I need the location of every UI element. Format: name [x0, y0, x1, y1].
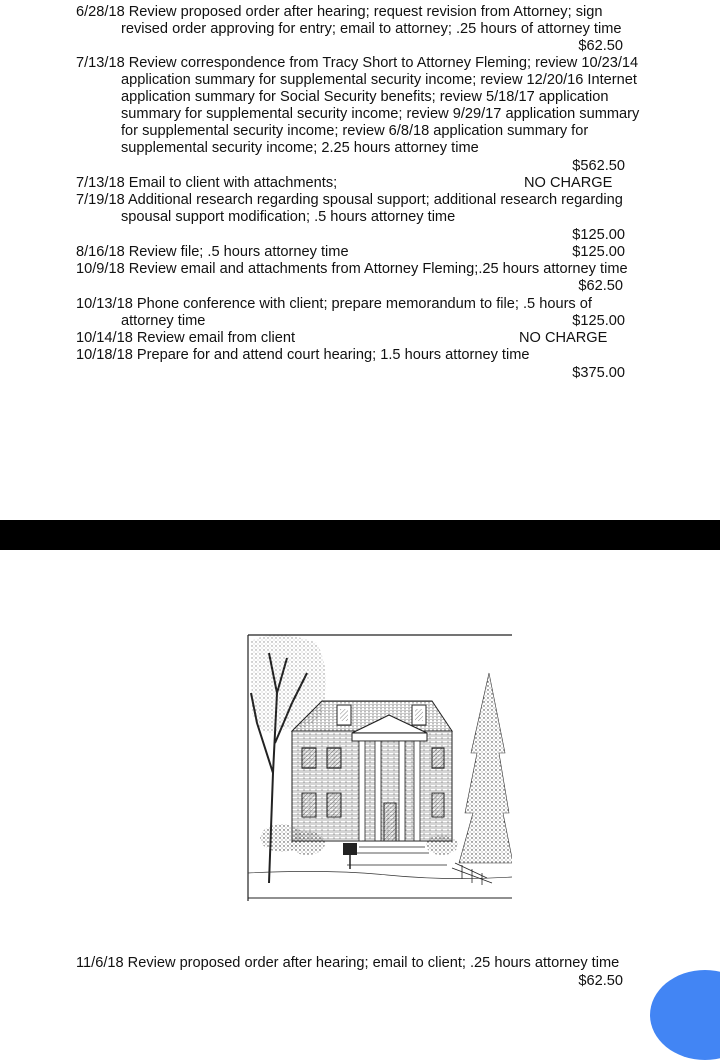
entry-line: revised order approving for entry; email to attorney; .25 hours of attorney time	[121, 21, 622, 37]
document-page-top	[0, 0, 720, 520]
entry-line: application summary for supplemental security income; review 12/20/16 Internet	[121, 72, 637, 88]
entry-line: 10/9/18 Review email and attachments from Attorney Fleming;.25 hours attorney time	[76, 261, 628, 277]
entry-line: 11/6/18 Review proposed order after hearing; email to client; .25 hours attorney time	[76, 955, 620, 971]
entry-line: application summary for Social Security benefits; review 5/18/17 application	[121, 89, 609, 105]
billing-entry	[76, 4, 666, 38]
entry-amount: $125.00	[572, 313, 625, 329]
entry-amount: $62.50	[578, 973, 623, 989]
entry-line: summary for supplemental security income; review 9/29/17 application summary	[121, 106, 640, 122]
page-divider	[0, 520, 720, 550]
entry-amount: NO CHARGE	[519, 330, 608, 346]
entry-line: supplemental security income; 2.25 hours attorney time	[121, 140, 479, 156]
building-sketch-illustration	[247, 633, 512, 903]
entry-amount: $125.00	[572, 244, 625, 260]
entry-line: 10/14/18 Review email from client	[76, 330, 296, 346]
billing-entry	[76, 55, 666, 157]
entry-line: 8/16/18 Review file; .5 hours attorney time	[76, 244, 349, 260]
entry-amount: $562.50	[572, 158, 625, 174]
entry-amount: $62.50	[578, 278, 623, 294]
entry-line: 6/28/18 Review proposed order after hearing; request revision from Attorney; sign	[76, 4, 603, 20]
entry-line: 10/13/18 Phone conference with client; prepare memorandum to file; .5 hours of	[76, 296, 592, 312]
entry-amount: $62.50	[578, 38, 623, 54]
billing-entry	[76, 192, 666, 226]
billing-entry	[76, 261, 666, 278]
entry-line: attorney time	[121, 313, 206, 329]
entry-amount: NO CHARGE	[524, 175, 613, 191]
entry-amount: $125.00	[572, 227, 625, 243]
entry-line: 7/19/18 Additional research regarding spousal support; additional research regarding	[76, 192, 623, 208]
entry-line: for supplemental security income; review 6/8/18 application summary for	[121, 123, 589, 139]
entry-line: 7/13/18 Email to client with attachments;	[76, 175, 338, 191]
entry-amount: $375.00	[572, 365, 625, 381]
entry-line: spousal support modification; .5 hours attorney time	[121, 209, 456, 225]
billing-entry	[76, 955, 666, 972]
entry-line: 7/13/18 Review correspondence from Tracy Short to Attorney Fleming; review 10/23/14	[76, 55, 639, 71]
billing-entry	[76, 347, 666, 364]
entry-line: 10/18/18 Prepare for and attend court hearing; 1.5 hours attorney time	[76, 347, 530, 363]
